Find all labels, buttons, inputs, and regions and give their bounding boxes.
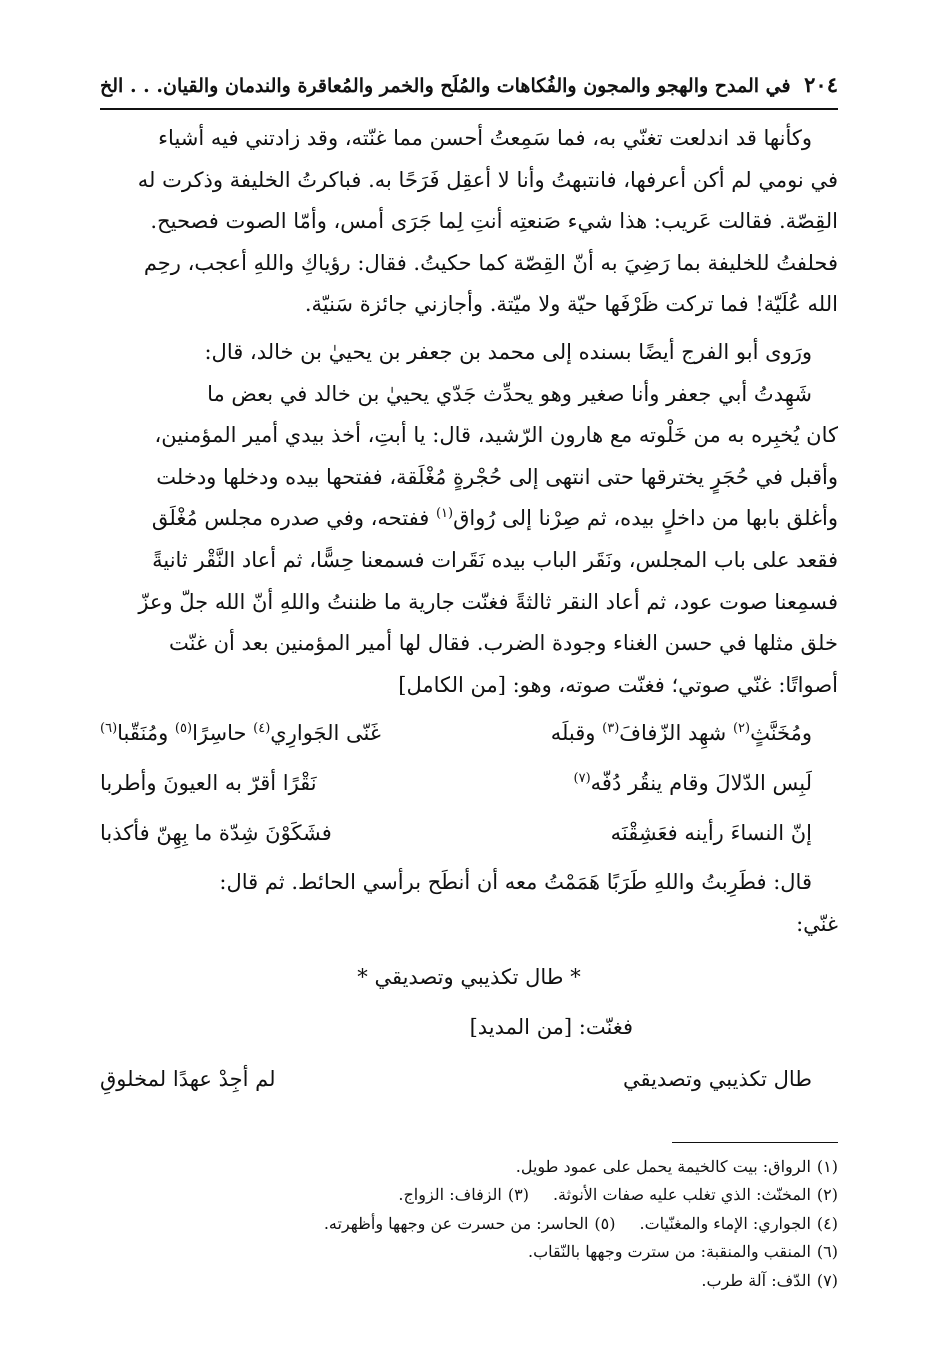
footnote-text: الرواق: بيت كالخيمة يحمل على عمود طويل. <box>515 1156 811 1176</box>
verse-line <box>100 808 838 858</box>
footnote-number: (٢) <box>816 1185 838 1205</box>
book-page <box>100 68 838 1295</box>
verse-line <box>100 708 838 758</box>
text-fragment: وأغلق بابها من داخلٍ بيده، ثم صِرْنا إلى رُواق <box>453 506 838 531</box>
verse-line <box>100 758 838 808</box>
text-line: كان يُخبِره به من خَلْوته مع هارون الرّشيد، قال: يا أبتِ، أخذ بيدي أمير المؤمنين، <box>154 423 838 448</box>
hemistich-second: نَقْرًا أقرّ به العيونَ وأطربا <box>100 771 317 796</box>
footnote <box>528 1238 838 1267</box>
text-line: وكأنها قد اندلعت تغنّي به، فما سَمِعتُ أحسن مما غنّته، وقد زادتني فيه أشياء <box>158 126 812 150</box>
footnote-text: الزفاف: الزواج. <box>398 1185 502 1205</box>
footnote-marker: (٧) <box>573 771 591 787</box>
paragraph-2: ورَوى أبو الفرج أيضًا بسنده إلى محمد بن جعفر بن يحييٰ بن خالد، قال: <box>204 339 812 364</box>
footnote-number: (٥) <box>594 1213 616 1233</box>
text-line: في نومي لم أكن أعرفها، فانتبهتُ وأنا لا أعقِل فَرَحًا به. فباكرتُ الخليفة وذكرت له <box>137 167 838 192</box>
text-line: غنّي: <box>796 911 838 936</box>
text-line: القِصّة. فقالت عَريب: هذا شيء صَنعتِه أنتِ لِما جَرَى أمس، وأمّا الصوت فصحيح. <box>150 209 838 234</box>
hemistich-first: طال تكذيبي وتصديقي <box>622 1066 812 1091</box>
text-line: خلق مثلها في حسن الغناء وجودة الضرب. فقال لها أمير المؤمنين بعد أن غنّت <box>169 631 838 656</box>
footnote-marker: (٣) <box>602 721 620 737</box>
text-fragment: ففتحه، وفي صدره مجلس مُغْلَق <box>151 506 430 531</box>
footnote-text: المنقب والمنقبة: من سترت وجهها بالنّقاب. <box>527 1242 811 1262</box>
footnote-text: الدّف: آلة طرب. <box>701 1270 811 1290</box>
footnote-number: (٤) <box>816 1213 838 1233</box>
text-line: الله عُلَيّة! فما تركت ظَرْفَها حيّة ولا ميّتة. وأجازني جائزة سَنيّة. <box>304 292 838 317</box>
footnote-marker: (٥) <box>174 721 193 737</box>
footnotes <box>100 1153 838 1296</box>
verse-word: شهِد الزّفافَ <box>619 721 727 746</box>
paragraph-4 <box>100 862 838 945</box>
song-title-line: * طال تكذيبي وتصديقي * <box>357 964 581 989</box>
poem-kamil <box>100 708 838 858</box>
footnote-row <box>100 1153 838 1182</box>
hemistich-first <box>492 708 812 758</box>
verse-text: لَبِس الدّلالَ وقام ينقُر دُفّه <box>590 771 812 796</box>
footnote-marker: (٤) <box>253 721 271 737</box>
footnote-row <box>100 1181 838 1210</box>
footnote-marker: (١) <box>435 506 454 522</box>
hemistich-second: فشَكَوْنَ شِدّة ما بِهِنّ فأكذبا <box>100 821 332 846</box>
footnote <box>516 1153 838 1182</box>
footnote-row <box>100 1267 838 1296</box>
hemistich-first <box>492 758 812 808</box>
footnote-number: (١) <box>816 1156 838 1176</box>
footnote-marker: (٦) <box>100 721 118 737</box>
meter-line: فغنّت: [من المديد] <box>469 1014 633 1039</box>
verse-word: ومُخَنَّثٍ <box>750 721 812 746</box>
footnote-text: المخنّث: الذي تغلب عليه صفات الأنوثة. <box>552 1185 811 1205</box>
text-line: فحلفتُ للخليفة بما رَضِيَ به أنّ القِصّة كما حكيتُ. فقال: رؤياكِ واللهِ أعجب، رحِم <box>143 250 838 275</box>
verse-line-madid <box>100 1054 838 1104</box>
footnote-text: الجواري: الإماء والمغنّيات. <box>639 1213 811 1233</box>
text-line: شَهِدتُ أبي جعفر وأنا صغير وهو يحدِّث جَدّي يحييٰ بن خالد في بعض ما <box>207 381 812 406</box>
footnote-marker: (٢) <box>732 721 751 737</box>
paragraph-1 <box>100 118 838 326</box>
footnote <box>398 1181 529 1210</box>
text-line: أصواتًا: غنّي صوتي؛ فغنّت صوته، وهو: [من الكامل] <box>398 672 838 697</box>
hemistich-second <box>100 708 420 758</box>
footnote-row <box>100 1238 838 1267</box>
text-line: فسمِعنا صوت عود، ثم أعاد النقر ثالثةً فغنّت جارية ما ظننتُ واللهِ أنّ الله جلّ وعزّ <box>138 589 838 614</box>
verse-word: حاسِرًا <box>192 721 247 746</box>
footnote-text: الحاسر: من حسرت عن وجهها وأظهرته. <box>323 1213 589 1233</box>
footnote-separator <box>672 1142 838 1143</box>
running-header <box>100 68 838 110</box>
text-line: وأقبل في حُجَرٍ يخترقها حتى انتهى إلى حُجْرةٍ مُغْلَقة، ففتحها بيده ودخلها ودخلت <box>156 464 838 489</box>
footnote-number: (٧) <box>816 1270 838 1290</box>
verse-word: وقبلَه <box>550 721 596 746</box>
footnote <box>324 1210 616 1239</box>
footnote <box>640 1210 839 1239</box>
running-title: في المدح والهجو والمجون والفُكاهات والمُلَح والخمر والمُعاقرة والندمان والقيان. . . الخ <box>100 75 791 97</box>
hemistich-first: إنّ النساءَ رأينه فعَشِقْنَه <box>610 821 812 846</box>
verse-word: غَنّى الجَوارِي <box>270 721 381 746</box>
page-body <box>100 118 838 1104</box>
verse-word: ومُنَقّبا <box>117 721 169 746</box>
text-line: فقعد على باب المجلس، ونَقَر الباب بيده نَقَرات فسمعنا حِسًّا، ثم أعاد النَّقْر ثانيةً <box>152 547 838 572</box>
footnote-row <box>100 1210 838 1239</box>
text-line: قال: فطَرِبتُ واللهِ طَرَبًا هَمَمْتُ معه أن أنطَح برأسي الحائط. ثم قال: <box>219 870 812 895</box>
footnote-number: (٣) <box>507 1185 529 1205</box>
footnote <box>701 1267 838 1296</box>
footnote <box>553 1181 838 1210</box>
text-line <box>100 498 838 540</box>
paragraph-3 <box>100 374 838 707</box>
page-number: ٢٠٤ <box>804 72 838 97</box>
footnote-number: (٦) <box>816 1242 838 1262</box>
hemistich-second: لم أجِدْ عهدًا لمخلوقِ <box>100 1066 276 1091</box>
